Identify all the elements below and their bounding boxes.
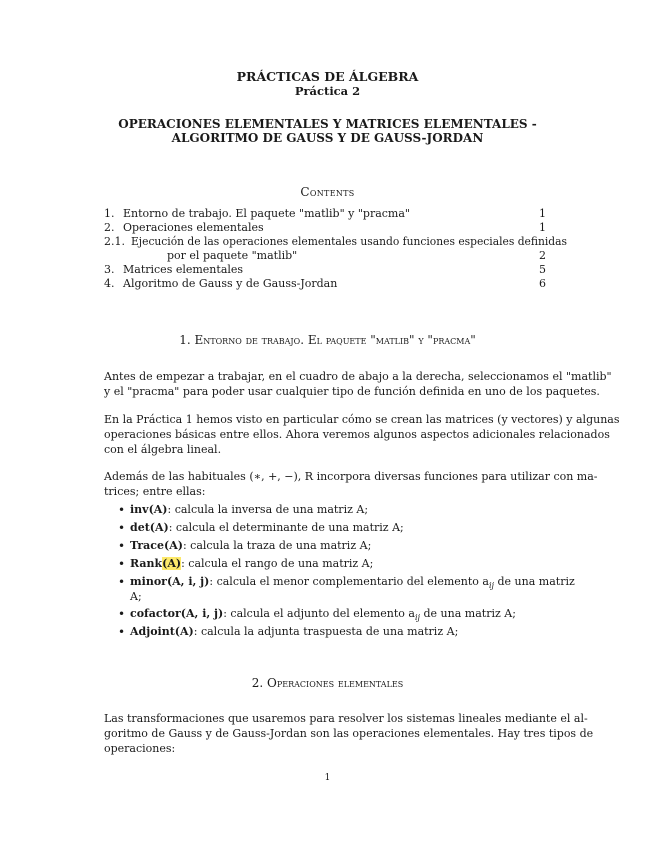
page-number: 1 bbox=[324, 773, 331, 783]
text-line: goritmo de Gauss y de Gauss-Jordan son las operaciones elementales. Hay tres tipos de bbox=[104, 727, 594, 740]
contents-heading: Contents bbox=[300, 185, 355, 199]
toc-entry-link[interactable]: Matrices elementales bbox=[123, 263, 244, 276]
list-item bbox=[118, 539, 548, 557]
toc-page-number[interactable]: 1 bbox=[539, 207, 546, 220]
bullet-icon: • bbox=[118, 625, 126, 639]
function-description-wrap: A; bbox=[130, 590, 142, 604]
section-1-paragraph-1 bbox=[104, 369, 612, 399]
section-1-paragraph-2 bbox=[104, 412, 620, 457]
toc-entry-link[interactable]: Operaciones elementales bbox=[123, 221, 264, 234]
doc-topic-line-2: ALGORITMO DE GAUSS Y DE GAUSS-JORDAN bbox=[171, 131, 484, 145]
list-item bbox=[118, 607, 548, 625]
list-item bbox=[118, 557, 548, 575]
list-item bbox=[118, 575, 575, 607]
function-description-cont: de una matriz bbox=[494, 575, 575, 588]
function-description: : calcula el adjunto del elemento a bbox=[223, 607, 415, 620]
toc-number: 1. bbox=[104, 207, 115, 220]
toc-entry-link[interactable]: Algoritmo de Gauss y de Gauss-Jordan bbox=[123, 277, 338, 290]
function-name-part: Rank bbox=[130, 557, 163, 570]
toc-page-number[interactable]: 6 bbox=[539, 277, 546, 290]
function-description: : calcula el menor complementario del elemento a bbox=[209, 575, 489, 588]
bullet-icon: • bbox=[118, 503, 126, 517]
toc-number: 2. bbox=[104, 221, 115, 234]
doc-topic-line-1: OPERACIONES ELEMENTALES Y MATRICES ELEMENTALES - bbox=[118, 117, 537, 131]
section-2-paragraph-1 bbox=[104, 711, 594, 756]
function-name: cofactor(A, i, j) bbox=[130, 607, 224, 620]
toc-page-number[interactable]: 2 bbox=[539, 249, 546, 262]
function-name: minor(A, i, j) bbox=[130, 575, 210, 588]
list-item bbox=[118, 521, 548, 539]
text-line: operaciones básicas entre ellos. Ahora veremos algunos aspectos adicionales relacionados bbox=[104, 428, 610, 441]
function-description: : calcula la adjunta traspuesta de una matriz A; bbox=[193, 625, 459, 638]
text-line: Además de las habituales (∗, +, −), R incorpora diversas funciones para utilizar con ma- bbox=[104, 470, 598, 483]
function-name bbox=[130, 557, 181, 570]
text-line: trices; entre ellas: bbox=[104, 485, 206, 498]
text-line: En la Práctica 1 hemos visto en particular cómo se crean las matrices (y vectores) y algunas bbox=[104, 413, 620, 426]
function-description: : calcula el determinante de una matriz A; bbox=[168, 521, 404, 534]
text-line: Antes de empezar a trabajar, en el cuadro de abajo a la derecha, seleccionamos el "matlib" bbox=[104, 370, 612, 383]
function-description: : calcula la traza de una matriz A; bbox=[182, 539, 372, 552]
subscript: ij bbox=[488, 581, 495, 591]
subscript: ij bbox=[414, 613, 421, 623]
bullet-icon: • bbox=[118, 607, 126, 621]
toc-page-number[interactable]: 1 bbox=[539, 221, 546, 234]
toc-entry-link-cont[interactable]: por el paquete "matlib" bbox=[167, 249, 298, 262]
list-item bbox=[118, 503, 548, 521]
function-name: inv(A) bbox=[130, 503, 168, 516]
highlighted-text[interactable]: (A) bbox=[162, 557, 182, 570]
toc-number: 2.1. bbox=[104, 235, 125, 248]
function-description: : calcula el rango de una matriz A; bbox=[181, 557, 374, 570]
function-list bbox=[118, 503, 575, 643]
function-name: Adjoint(A) bbox=[130, 625, 194, 638]
doc-subtitle: Práctica 2 bbox=[294, 84, 361, 98]
list-item bbox=[118, 625, 548, 643]
toc-number: 4. bbox=[104, 277, 115, 290]
toc-entry-link[interactable]: Ejecución de las operaciones elementales usando funciones especiales definidas bbox=[131, 235, 567, 248]
function-description-cont: de una matriz A; bbox=[420, 607, 516, 620]
bullet-icon: • bbox=[118, 557, 126, 571]
text-line: operaciones: bbox=[104, 742, 176, 755]
section-1-heading: 1. Entorno de trabajo. El paquete "matlib" y "pracma" bbox=[179, 333, 476, 347]
function-description: : calcula la inversa de una matriz A; bbox=[167, 503, 369, 516]
section-1-paragraph-3 bbox=[104, 469, 598, 499]
function-name: Trace(A) bbox=[130, 539, 183, 552]
text-line: y el "pracma" para poder usar cualquier tipo de función definida en uno de los paquetes. bbox=[104, 385, 600, 398]
toc-number: 3. bbox=[104, 263, 115, 276]
function-name: det(A) bbox=[130, 521, 169, 534]
toc-page-number[interactable]: 5 bbox=[539, 263, 546, 276]
bullet-icon: • bbox=[118, 521, 126, 535]
bullet-icon: • bbox=[118, 539, 126, 553]
text-line: Las transformaciones que usaremos para resolver los sistemas lineales mediante el al- bbox=[104, 712, 588, 725]
section-2-heading: 2. Operaciones elementales bbox=[251, 676, 404, 690]
bullet-icon: • bbox=[118, 575, 126, 589]
toc-entry-link[interactable]: Entorno de trabajo. El paquete "matlib" y "pracma" bbox=[123, 207, 410, 220]
doc-title: PRÁCTICAS DE ÁLGEBRA bbox=[236, 69, 419, 84]
text-line: con el álgebra lineal. bbox=[104, 443, 222, 456]
